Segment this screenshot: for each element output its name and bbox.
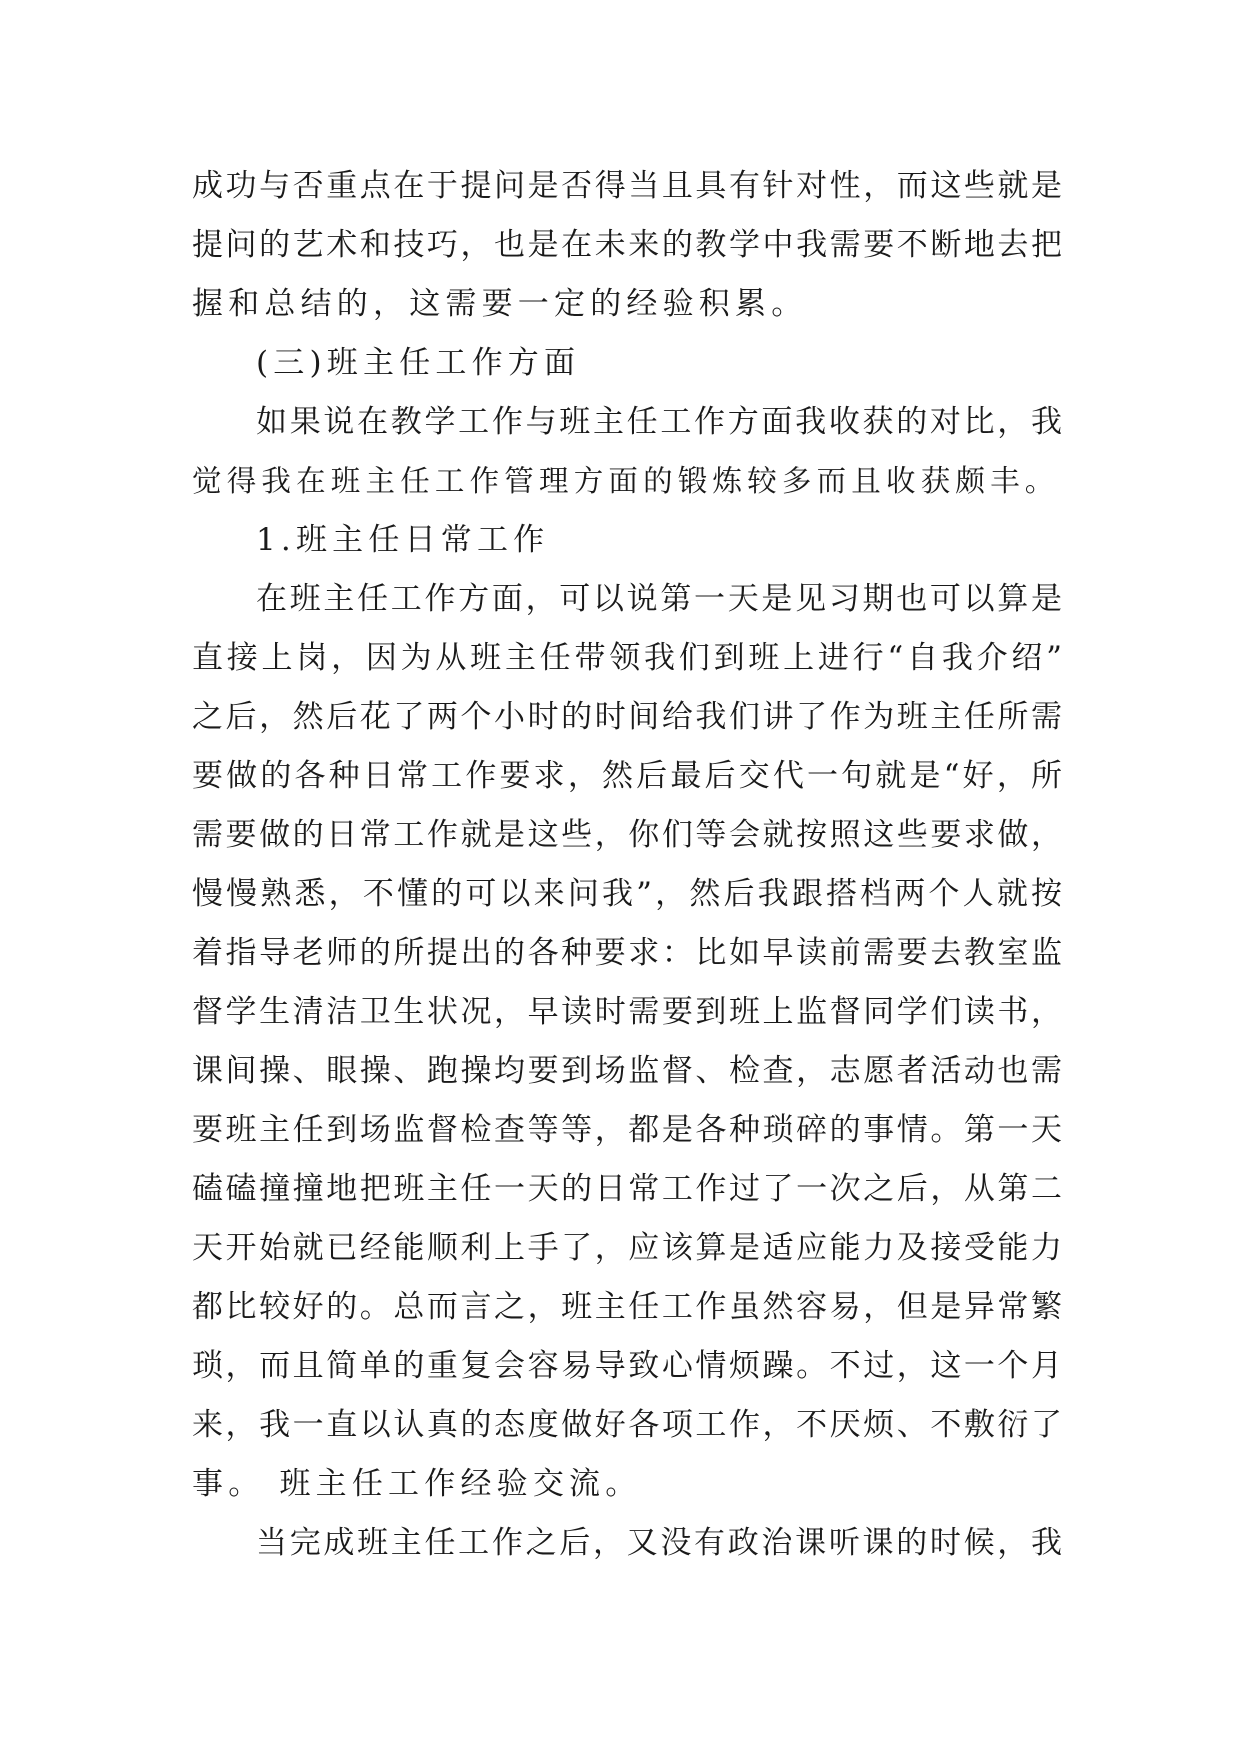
section-heading: (三)班主任工作方面 [256,345,581,381]
text-line: 事。 班主任工作经验交流。 [192,1466,642,1502]
text-line: 如果说在教学工作与班主任工作方面我收获的对比，我 [256,404,1062,440]
text-line: 直接上岗，因为从班主任带领我们到班上进行“自我介绍” [192,640,1062,676]
text-line: 来，我一直以认真的态度做好各项工作，不厌烦、不敷衍了 [192,1407,1062,1443]
text-line: 琐，而且简单的重复会容易导致心情烦躁。不过，这一个月 [192,1348,1062,1384]
text-line: 课间操、眼操、跑操均要到场监督、检查，志愿者活动也需 [192,1053,1062,1089]
text-line: 成功与否重点在于提问是否得当且具有针对性，而这些就是 [192,168,1062,204]
text-line: 握和总结的，这需要一定的经验积累。 [192,286,808,322]
text-line: 要班主任到场监督检查等等，都是各种琐碎的事情。第一天 [192,1112,1062,1148]
text-line: 觉得我在班主任工作管理方面的锻炼较多而且收获颇丰。 [192,464,1060,498]
subsection-heading: 1.班主任日常工作 [256,522,550,558]
text-line: 着指导老师的所提出的各种要求：比如早读前需要去教室监 [192,935,1062,971]
text-line: 之后，然后花了两个小时的时间给我们讲了作为班主任所需 [192,699,1062,735]
text-line: 当完成班主任工作之后，又没有政治课听课的时候，我 [256,1525,1062,1561]
text-line: 督学生清洁卫生状况，早读时需要到班上监督同学们读书， [192,994,1062,1030]
text-line: 都比较好的。总而言之，班主任工作虽然容易，但是异常繁 [192,1289,1062,1325]
text-line: 天开始就已经能顺利上手了，应该算是适应能力及接受能力 [192,1230,1062,1266]
text-line: 要做的各种日常工作要求，然后最后交代一句就是“好，所 [192,758,1062,794]
text-line: 磕磕撞撞地把班主任一天的日常工作过了一次之后，从第二 [192,1171,1062,1207]
text-line: 需要做的日常工作就是这些，你们等会就按照这些要求做， [192,817,1062,853]
text-line: 提问的艺术和技巧，也是在未来的教学中我需要不断地去把 [192,227,1062,263]
text-line: 慢慢熟悉，不懂的可以来问我”，然后我跟搭档两个人就按 [192,876,1062,912]
text-line: 在班主任工作方面，可以说第一天是见习期也可以算是 [256,581,1062,617]
